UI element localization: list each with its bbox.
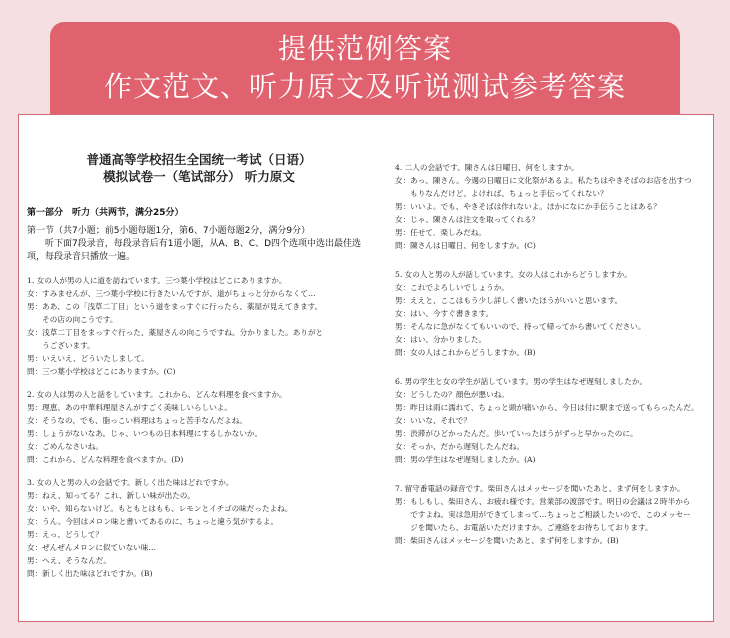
script-line: 2. 女の人は男の人と話をしています。これから、どんな料理を食べますか。: [27, 390, 287, 399]
question-block-1: [27, 274, 371, 378]
script-line: 女：そうなの、でも、脂っこい料理はちょっと苦手なんだよね。: [27, 416, 247, 425]
script-line: ジを聞いたら、お電話いただけますか。ご連絡をお待ちしております。: [395, 523, 653, 532]
exam-subtitle: 模拟试卷一（笔试部分） 听力原文: [103, 169, 295, 184]
script-line: 男：いいよ。でも、やきそばは作れないよ。ほかになにか手伝うことはある？: [395, 202, 661, 211]
script-line: 問：三つ葉小学校はどこにありますか。(C): [27, 367, 176, 376]
question-block-2: [27, 388, 371, 466]
script-line: もりなんだけど、よければ、ちょっと手伝ってくれない？: [395, 189, 608, 198]
script-line: 男：理恵、あの中華料理屋さんがすごく美味しいらしいよ。: [27, 403, 233, 412]
script-line: 女：これでよろしいでしょうか。: [395, 283, 509, 292]
script-line: 3. 女の人と男の人の会話です。新しく出た味はどれですか。: [27, 478, 234, 487]
script-line: 女：ぜんぜんメロンに似ていない味…: [27, 543, 157, 552]
script-line: 女：ごめんなさいね。: [27, 442, 103, 451]
left-column: [27, 115, 371, 580]
right-column: [395, 115, 707, 547]
script-line: 男：へえ、そうなんだ。: [27, 556, 111, 565]
script-line: 4. 二人の会話です。陳さんは日曜日、何をしますか。: [395, 163, 579, 172]
part-heading: 第一部分 听力（共两节，满分25分）: [27, 208, 184, 218]
banner-subtitle: 作文范文、听力原文及听说测试参考答案: [103, 70, 626, 103]
script-line: 女：じゃ、陳さんは注文を取ってくれる？: [395, 215, 540, 224]
script-line: 問：柴田さんはメッセージを聞いたあと、まず何をしますか。(B): [395, 536, 619, 545]
script-line: 女：そっか、だから遅刻したんだね。: [395, 442, 525, 451]
script-line: 女：浅草二丁目をまっすぐ行った、薬屋さんの向こうですね。分かりました。ありがと: [27, 328, 324, 337]
script-line: 問：男の学生はなぜ遅刻しましたか。(A): [395, 455, 536, 464]
script-line: 6. 男の学生と女の学生が話しています。男の学生はなぜ遅刻しましたか。: [395, 377, 648, 386]
script-line: 女：はい、今すぐ書きます。: [395, 309, 494, 318]
script-line: 男：ああ、この「浅草二丁目」という道をまっすぐに行ったら、薬屋が見えてきます。: [27, 302, 323, 311]
question-block-7: [395, 482, 707, 547]
script-line: うございます。: [27, 341, 95, 350]
script-line: 男：昨日は雨に濡れて、ちょっと頭が痛いから、今日は付に駅まで送ってもらったんだ。: [395, 403, 699, 412]
exam-title: 普通高等学校招生全国统一考试（日语）: [86, 152, 312, 167]
script-line: 男：任せて．楽しみだね。: [395, 228, 486, 237]
script-line: 問：新しく出た味はどれですか。(B): [27, 569, 153, 578]
script-line: 女：あっ、陳さん。今週の日曜日に文化祭があるよ。私たちはやきそばのお店を出すつ: [395, 176, 692, 185]
script-line: 女：いや、知らないけど。もともとはもも、レモンとイチゴの味だったよね。: [27, 504, 293, 513]
question-block-3: [27, 476, 371, 580]
script-line: 女：はい、分かりました。: [395, 335, 487, 344]
question-block-6: [395, 375, 707, 466]
script-line: 女：いいな、それで？: [395, 416, 471, 425]
script-line: 男：ええと、ここはもう少し詳しく書いたほうがいいと思います。: [395, 296, 623, 305]
script-line: ですよね。実は急用ができてしまって…ちょっとご相談したいので、このメッセー: [395, 510, 691, 519]
script-line: 男：いえいえ、どういたしまして。: [27, 354, 149, 363]
script-line: 問：陳さんは日曜日、何をしますか。(C): [395, 241, 536, 250]
banner-title: 提供范例答案: [277, 32, 452, 65]
question-block-5: [395, 268, 707, 359]
script-line: 男：そんなに急がなくてもいいので、持って帰ってから書いてください。: [395, 322, 646, 331]
script-line: 男：しょうがないなあ。じゃ、いつもの日本料理にするしかないか。: [27, 429, 263, 438]
script-line: 女：うん。今回はメロン味と書いてあるのに、ちょっと違う気がするよ。: [27, 517, 279, 526]
script-line: 女：どうしたの？顔色が悪いね。: [395, 390, 509, 399]
script-line: 問：女の人はこれからどうしますか。(B): [395, 348, 536, 357]
instructions: 听下面7段录音，每段录音后有1道小题，从A、B、C、D四个选项中选出最佳选: [45, 239, 361, 249]
document-page: [18, 114, 714, 622]
script-line: 5. 女の人と男の人が話しています。女の人はこれからどうしますか。: [395, 270, 632, 279]
section-heading: 第一节（共7小题；前5小题每题1分，第6、7小题每题2分，满分9分）: [27, 226, 311, 236]
script-line: 男：渋滞がひどかったんだ。歩いていったほうがずっと早かったのに。: [395, 429, 638, 438]
script-line: 1. 女の人が男の人に道を訪ねています。三つ葉小学校はどこにありますか。: [27, 276, 287, 285]
script-line: 問：これから、どんな料理を食べますか。(D): [27, 455, 184, 464]
script-line: 男：えっ、どうして？: [27, 530, 103, 539]
script-line: 男：ねえ、知ってる？これ、新しい味が出たの。: [27, 491, 195, 500]
script-line: 男：もしもし、柴田さん、お疲れ様です。営業部の渡部です。明日の会議は２時半から: [395, 497, 691, 506]
script-line: 7. 留守番電話の録音です。柴田さんはメッセージを聞いたあと、まず何をしますか。: [395, 484, 685, 493]
script-line: 女：すみませんが、三つ葉小学校に行きたいんですが、道がちょっと分からなくて…: [27, 289, 316, 298]
instructions: 项，每段录音只播放一遍。: [27, 252, 136, 262]
promo-banner: [50, 22, 680, 114]
question-block-4: [395, 161, 707, 252]
script-line: その店の向こうです。: [27, 315, 118, 324]
